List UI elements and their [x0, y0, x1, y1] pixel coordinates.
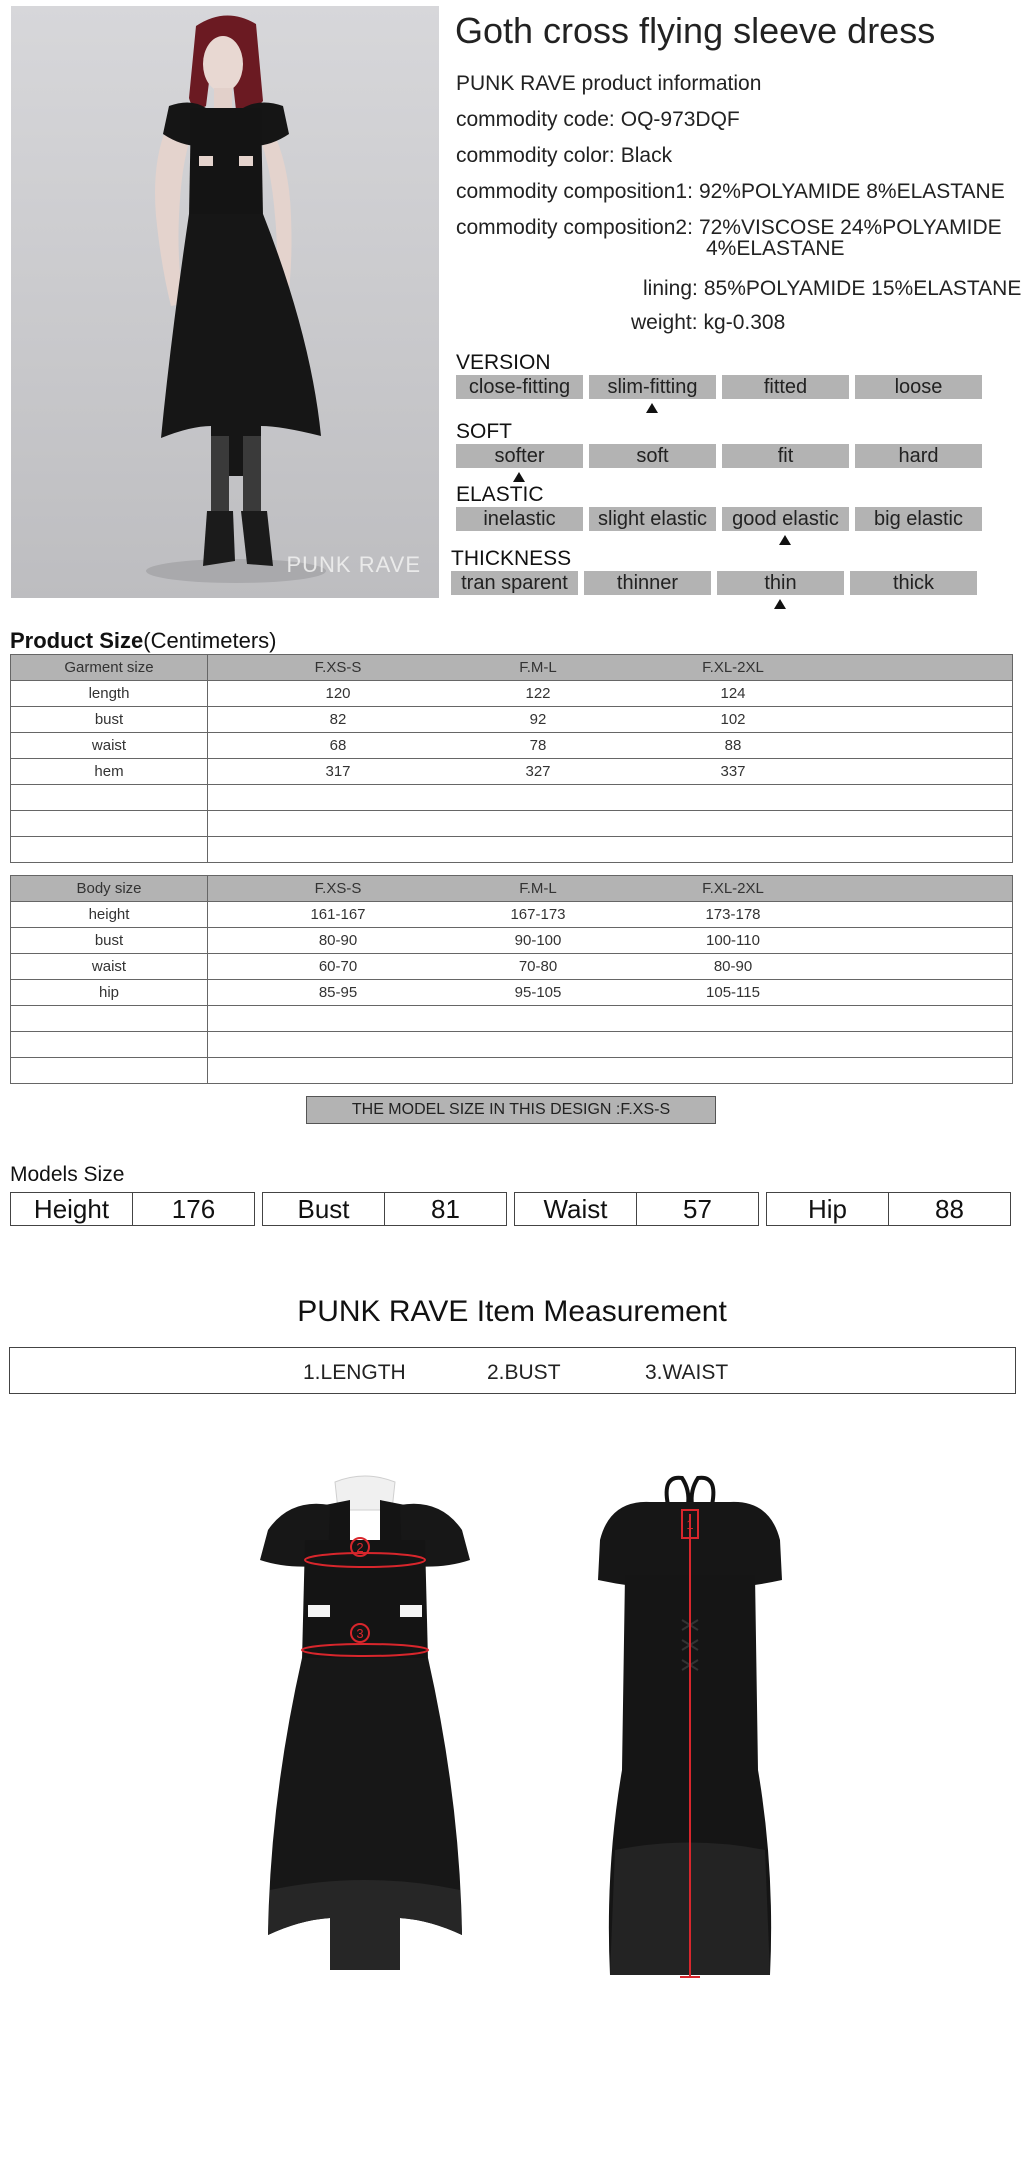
attribute-row-soft [456, 444, 982, 468]
table-cell: 90-100 [514, 932, 562, 949]
measurement-label-waist: 3.WAIST [645, 1361, 729, 1384]
model-illustration [11, 6, 439, 598]
attribute-title-elastic: ELASTIC [456, 483, 544, 506]
measurement-label-bust: 2.BUST [487, 1361, 561, 1384]
attribute-option: soft [589, 444, 716, 468]
table-row [11, 928, 1013, 954]
attribute-option: hard [855, 444, 982, 468]
selected-marker-icon [646, 403, 658, 413]
table-header-row [11, 876, 1013, 902]
attribute-option: close-fitting [456, 375, 583, 399]
table-header-row [11, 655, 1013, 681]
table-row [11, 681, 1013, 707]
garment-size-table [10, 654, 1013, 863]
models-size-row [10, 1192, 1011, 1226]
table-cell: 105-115 [706, 984, 760, 1001]
table-cell: 60-70 [318, 958, 358, 975]
table-row [11, 837, 1013, 863]
models-size-heading: Models Size [10, 1163, 125, 1186]
model-measure-label: Hip [807, 1194, 847, 1224]
model-measure-value: 81 [384, 1193, 506, 1225]
table-cell: 80-90 [713, 958, 753, 975]
table-cell: F.XL-2XL [702, 880, 764, 897]
attribute-option: tran sparent [451, 571, 578, 595]
table-cell: 327 [525, 763, 551, 780]
table-row [11, 980, 1013, 1006]
model-size-note: THE MODEL SIZE IN THIS DESIGN :F.XS-S [306, 1096, 716, 1124]
table-cell: 85-95 [318, 984, 358, 1001]
table-cell: 80-90 [318, 932, 358, 949]
code-label: commodity code: [456, 108, 615, 131]
table-cell: 173-178 [705, 906, 761, 923]
comp1-value: 92%POLYAMIDE 8%ELASTANE [698, 180, 1005, 203]
table-cell: 124 [720, 685, 746, 702]
attribute-row-elastic [456, 507, 982, 531]
attribute-title-thickness: THICKNESS [451, 547, 572, 570]
attribute-option: fitted [722, 375, 849, 399]
model-measure-value: 88 [888, 1193, 1010, 1225]
measurement-title: PUNK RAVE Item Measurement [297, 1295, 727, 1328]
measurement-legend [9, 1347, 1016, 1394]
attribute-row-version [456, 375, 982, 399]
table-cell: F.XS-S [314, 659, 362, 676]
table-row [11, 1032, 1013, 1058]
row-label: Body size [11, 876, 208, 902]
code-value: OQ-973DQF [620, 108, 740, 131]
brand-line: PUNK RAVE product information [456, 72, 762, 95]
table-cell: 70-80 [518, 958, 558, 975]
attribute-option: thinner [584, 571, 711, 595]
row-label: waist [11, 954, 208, 980]
table-row [11, 759, 1013, 785]
model-measure-waist [514, 1192, 759, 1226]
weight-label: weight: [631, 311, 698, 334]
table-cell: 161-167 [310, 906, 366, 923]
row-label [11, 811, 208, 837]
selected-marker-icon [513, 472, 525, 482]
row-label: waist [11, 733, 208, 759]
color-label: commodity color: [456, 144, 615, 167]
table-row [11, 1006, 1013, 1032]
table-cell: F.XS-S [314, 880, 362, 897]
model-measure-height [10, 1192, 255, 1226]
row-label: Garment size [11, 655, 208, 681]
row-label [11, 1058, 208, 1084]
comp2-label: commodity composition2: [456, 216, 693, 239]
table-cell: 167-173 [510, 906, 566, 923]
model-measure-value: 176 [132, 1193, 254, 1225]
lining [643, 277, 1021, 301]
attribute-option: good elastic [722, 507, 849, 531]
dress-back-illustration [590, 1470, 790, 1990]
table-row [11, 733, 1013, 759]
row-label: bust [11, 707, 208, 733]
row-label: hem [11, 759, 208, 785]
table-cell: F.M-L [519, 880, 557, 897]
table-row [11, 954, 1013, 980]
commodity-code [456, 108, 740, 132]
weight-value: kg-0.308 [703, 311, 786, 334]
comp2-value-line1: 72%VISCOSE 24%POLYAMIDE [698, 216, 1002, 239]
row-label [11, 785, 208, 811]
model-measure-label: Height [33, 1194, 110, 1224]
table-row [11, 902, 1013, 928]
commodity-composition1 [456, 180, 1005, 204]
product-photo [11, 6, 439, 598]
table-cell: 120 [325, 685, 351, 702]
attribute-title-soft: SOFT [456, 420, 512, 443]
table-row [11, 707, 1013, 733]
product-title: Goth cross flying sleeve dress [455, 10, 936, 51]
waist-marker: 3 [356, 1626, 364, 1641]
model-measure-value: 57 [636, 1193, 758, 1225]
model-measure-hip [766, 1192, 1011, 1226]
row-label: height [11, 902, 208, 928]
attribute-option: loose [855, 375, 982, 399]
measurement-label-length: 1.LENGTH [303, 1361, 406, 1384]
product-size-unit: (Centimeters) [143, 628, 277, 653]
table-row [11, 811, 1013, 837]
attribute-option: inelastic [456, 507, 583, 531]
row-label: bust [11, 928, 208, 954]
lining-label: lining: [643, 277, 698, 300]
table-cell: F.M-L [519, 659, 557, 676]
table-row [11, 1058, 1013, 1084]
attribute-title-version: VERSION [456, 351, 551, 374]
model-measure-bust [262, 1192, 507, 1226]
row-label [11, 837, 208, 863]
row-label [11, 1006, 208, 1032]
table-row [11, 785, 1013, 811]
attribute-row-thickness [451, 571, 977, 595]
attribute-option: softer [456, 444, 583, 468]
product-size-title: Product Size [10, 628, 144, 653]
comp1-label: commodity composition1: [456, 180, 693, 203]
model-measure-label: Waist [543, 1194, 608, 1224]
attribute-option: slight elastic [589, 507, 716, 531]
table-cell: 337 [720, 763, 746, 780]
lining-value: 85%POLYAMIDE 15%ELASTANE [703, 277, 1022, 300]
table-cell: 92 [529, 711, 547, 728]
table-cell: 68 [329, 737, 347, 754]
attribute-option: thick [850, 571, 977, 595]
commodity-color [456, 144, 672, 168]
selected-marker-icon [779, 535, 791, 545]
attribute-option: slim-fitting [589, 375, 716, 399]
color-value: Black [620, 144, 673, 167]
table-cell: 100-110 [706, 932, 760, 949]
weight [631, 311, 785, 335]
row-label [11, 1032, 208, 1058]
table-cell: 317 [325, 763, 351, 780]
bust-marker: 2 [356, 1540, 364, 1555]
body-size-table [10, 875, 1013, 1084]
model-measure-label: Bust [297, 1194, 350, 1224]
selected-marker-icon [774, 599, 786, 609]
table-cell: 122 [525, 685, 551, 702]
row-label: length [11, 681, 208, 707]
comp2-value-line2: 4%ELASTANE [706, 237, 845, 260]
table-cell: 102 [720, 711, 746, 728]
dress-front-illustration [250, 1470, 480, 1990]
table-cell: 82 [329, 711, 347, 728]
attribute-option: thin [717, 571, 844, 595]
length-marker: 1 [686, 1517, 694, 1532]
product-size-heading [10, 628, 277, 654]
table-cell: F.XL-2XL [702, 659, 764, 676]
attribute-option: fit [722, 444, 849, 468]
table-cell: 88 [724, 737, 742, 754]
table-cell: 95-105 [514, 984, 562, 1001]
attribute-option: big elastic [855, 507, 982, 531]
row-label: hip [11, 980, 208, 1006]
watermark-text: PUNK RAVE [286, 552, 421, 577]
table-cell: 78 [529, 737, 547, 754]
